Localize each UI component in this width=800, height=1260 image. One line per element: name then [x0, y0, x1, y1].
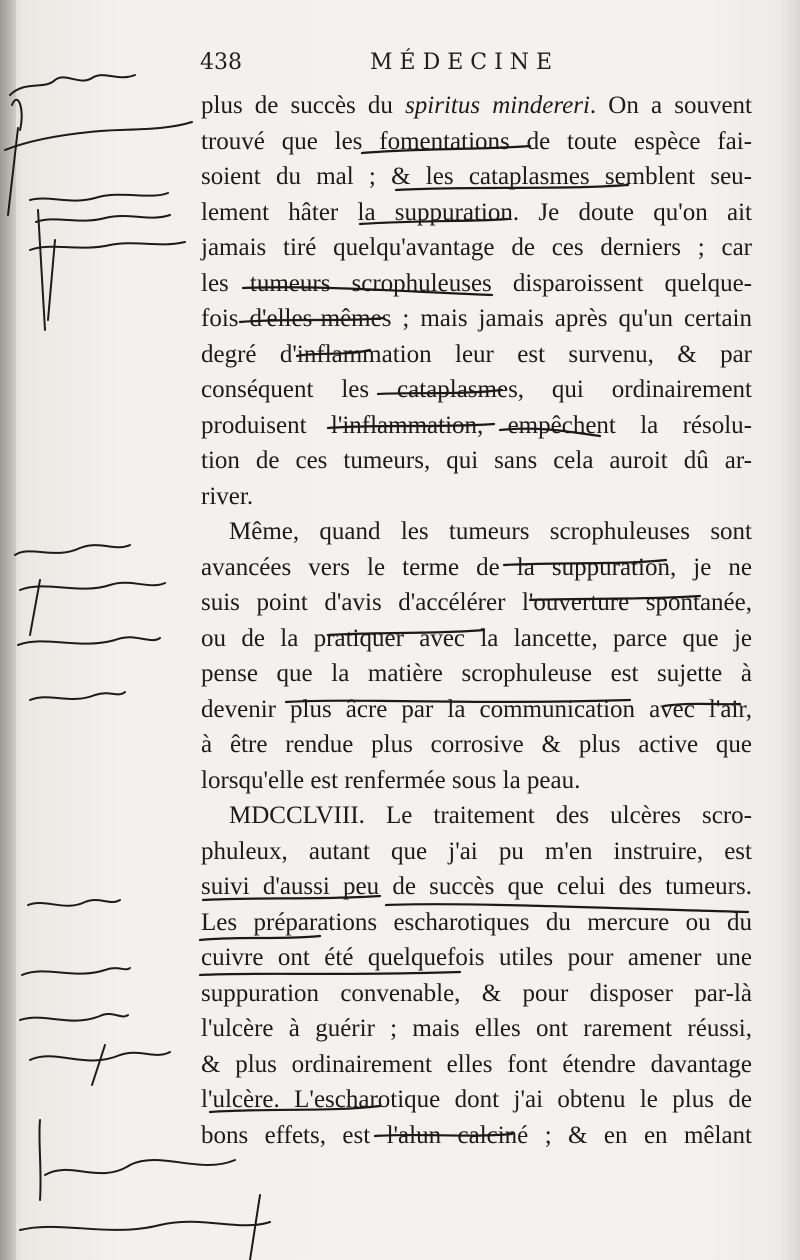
text-line: MDCCLVIII. Le traitement des ulcères scro-	[229, 802, 752, 829]
text-line: pense que la matière scrophuleuse est sujette à	[201, 660, 752, 687]
text-line: devenir plus âcre par la communication avec l'air,	[201, 695, 752, 723]
text-line: produisent l'inflammation, empêchent la résolu-	[201, 411, 752, 439]
text-line: jamais tiré quelqu'avantage de ces derniers ; car	[201, 234, 752, 261]
margin-note-line-13	[30, 1052, 170, 1060]
margin-note-line-10	[28, 900, 120, 906]
margin-note-line-2	[5, 122, 192, 150]
margin-note-line-4	[36, 215, 170, 222]
text-line: soient du mal ; & les cataplasmes semblent seu-	[201, 163, 752, 190]
text-line: phuleux, autant que j'ai pu m'en instruire, est	[201, 837, 752, 865]
text-line: & plus ordinairement elles font étendre davantage	[201, 1050, 752, 1078]
margin-note-line-1	[10, 75, 135, 95]
text-line: suivi d'aussi peu de succès que celui des tumeurs.	[201, 873, 752, 900]
text-line: trouvé que les fomentations de toute espèce fai-	[201, 127, 752, 155]
page-number: 438	[200, 50, 242, 75]
text-line: lement hâter la suppuration. Je doute qu'on ait	[201, 198, 752, 226]
text-line: cuivre ont été quelquefois utiles pour amener une	[201, 944, 752, 971]
text-line: Même, quand les tumeurs scrophuleuses sont	[229, 518, 752, 545]
text-line: suppuration convenable, & pour disposer par-là	[201, 979, 752, 1007]
text-line: lorsqu'elle est renfermée sous la peau.	[201, 766, 581, 794]
page-header	[200, 50, 760, 80]
page-gutter-shadow	[0, 0, 16, 1260]
text-line: river.	[201, 482, 254, 510]
margin-note-line-14	[39, 1120, 40, 1200]
text-line: bons effets, est l'alun calciné ; & en en mêlant	[201, 1121, 752, 1149]
text-line: ou de la pratiquer avec la lancette, parce que je	[201, 624, 752, 652]
text-line: l'ulcère à guérir ; mais elles ont rarement réussi,	[201, 1015, 752, 1042]
text-line: conséquent les cataplasmes, qui ordinairement	[201, 376, 752, 403]
body-text	[201, 88, 752, 1153]
text-line: les tumeurs scrophuleuses disparoissent quelque-	[201, 269, 752, 297]
margin-note-line-9	[30, 692, 125, 700]
text-line: tion de ces tumeurs, qui sans cela auroit dû ar-	[201, 447, 752, 474]
margin-note-line-5	[30, 242, 185, 250]
text-line: Les préparations escharotiques du mercure ou du	[201, 908, 752, 936]
margin-note-line-3	[30, 193, 168, 201]
margin-note-line-6	[15, 545, 130, 555]
text-line: à être rendue plus corrosive & plus active que	[201, 731, 752, 758]
text-line: suis point d'avis d'accélérer l'ouverture spontanée,	[201, 589, 752, 616]
text-line: fois d'elles-mêmes ; mais jamais après qu'un certain	[201, 305, 752, 332]
italic-term: spiritus mindereri	[405, 92, 590, 119]
margin-note-line-12	[20, 1014, 128, 1021]
text-line: avancées vers le terme de la suppuration, je ne	[201, 553, 752, 581]
margin-note-line-15	[20, 1222, 270, 1230]
margin-note-line-11	[22, 968, 130, 975]
text-line: degré d'inflammation leur est survenu, & par	[201, 340, 752, 368]
margin-note-line-8	[18, 637, 160, 645]
text-line: l'ulcère. L'escharotique dont j'ai obtenu le plus de	[201, 1086, 752, 1113]
margin-note-line-7	[20, 583, 165, 590]
text-line: plus de succès du spiritus mindereri. On a souvent	[201, 92, 753, 119]
running-title: MÉDECINE	[370, 50, 560, 75]
